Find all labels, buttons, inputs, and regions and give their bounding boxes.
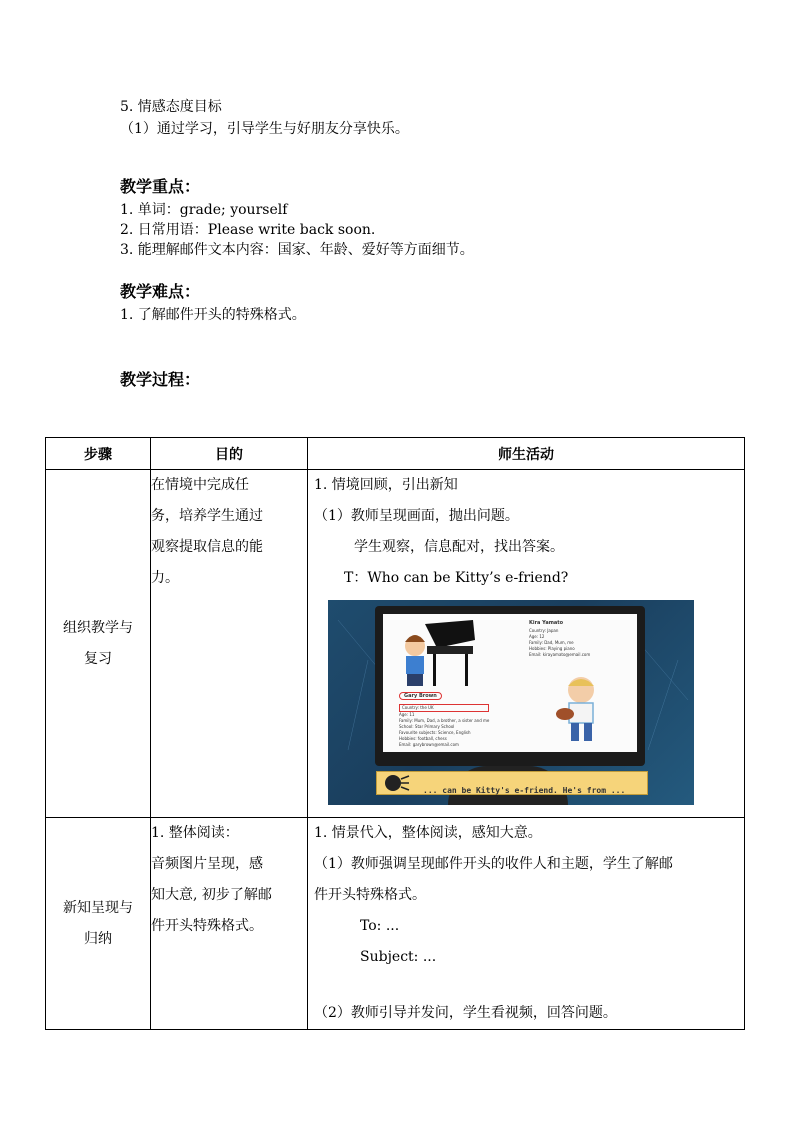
activity-text: To: ...	[360, 918, 400, 934]
step-text: 组织教学与	[63, 619, 133, 636]
step-text: 新知呈现与	[63, 899, 133, 916]
gary-info: Country: the UK Age: 11 Family: Mum, Dad, a brother, a sister and me School: Star Primary School Favourite subjects: Science, English Hobbies: football, chess Email: garybrown@email.com	[399, 705, 490, 747]
activity-cell	[308, 818, 745, 1030]
purpose-text: 务，培养学生通过	[151, 508, 263, 524]
purpose-text: 知大意, 初步了解邮	[151, 887, 272, 903]
banner-text: ... can be Kitty's e-friend. He's from ...	[423, 786, 626, 795]
purpose-text: 力。	[151, 570, 179, 586]
activity-text: T：Who can be Kitty’s e-friend?	[344, 570, 569, 586]
key-point-item: 2. 日常用语：Please write back soon.	[120, 222, 376, 238]
activity-text: 1. 情景代入，整体阅读，感知大意。	[314, 825, 542, 841]
header-step: 步骤	[46, 438, 151, 470]
activity-text: 件开头特殊格式。	[314, 887, 426, 903]
activity-text: （1）教师强调呈现邮件开头的收件人和主题，学生了解邮	[314, 856, 673, 872]
lesson-screenshot	[328, 600, 694, 805]
step-cell	[46, 818, 151, 1030]
activity-text: 1. 情境回顾，引出新知	[314, 477, 458, 493]
key-points	[120, 174, 720, 260]
lesson-screenshot-wrap	[314, 594, 744, 815]
process-table	[45, 437, 745, 1030]
kira-info: Country: Japan Age: 12 Family: Dad, Mum, me Hobbies: Playing piano Email: kirayamato@email.com	[529, 628, 591, 657]
difficulty-item: 1. 了解邮件开头的特殊格式。	[120, 307, 306, 323]
gary-name: Gary Brown	[399, 692, 442, 700]
activity-text: 学生观察，信息配对，找出答案。	[354, 539, 564, 555]
table-row	[46, 470, 745, 818]
rugby-boy-icon	[551, 672, 621, 748]
section5-item: （1）通过学习，引导学生与好朋友分享快乐。	[120, 121, 409, 137]
key-point-item: 3. 能理解邮件文本内容：国家、年龄、爱好等方面细节。	[120, 242, 474, 258]
purpose-text: 观察提取信息的能	[151, 539, 263, 555]
activity-text: Subject: ...	[360, 949, 437, 965]
header-purpose: 目的	[151, 438, 308, 470]
purpose-text: 在情境中完成任	[151, 477, 249, 493]
key-point-item: 1. 单词：grade; yourself	[120, 202, 288, 218]
purpose-text: 件开头特殊格式。	[151, 918, 263, 934]
purpose-cell	[151, 818, 308, 1030]
table-header-row	[46, 438, 745, 470]
difficulties	[120, 279, 720, 325]
speaker-face-icon	[381, 773, 411, 793]
spacer	[314, 973, 744, 998]
monitor	[375, 606, 645, 766]
kira-name: Kira Yamato	[529, 620, 564, 626]
activity-text: （1）教师呈现画面，抛出问题。	[314, 508, 519, 524]
step-text: 复习	[84, 650, 112, 667]
section5-title: 5. 情感态度目标	[120, 99, 222, 115]
key-points-heading: 教学重点：	[120, 177, 201, 196]
header-activity: 师生活动	[308, 438, 745, 470]
activity-cell	[308, 470, 745, 818]
hint-banner	[376, 771, 648, 795]
purpose-text: 音频图片呈现，感	[151, 856, 263, 872]
section5	[120, 96, 720, 140]
process	[120, 367, 720, 393]
purpose-cell	[151, 470, 308, 818]
step-text: 归纳	[84, 930, 112, 947]
table-row	[46, 818, 745, 1030]
step-cell	[46, 470, 151, 818]
monitor-screen	[383, 614, 637, 752]
activity-text: （2）教师引导并发问，学生看视频，回答问题。	[314, 1005, 617, 1021]
process-heading: 教学过程：	[120, 370, 201, 389]
piano-boy-icon	[393, 618, 483, 698]
purpose-text: 1. 整体阅读：	[151, 825, 239, 841]
difficulties-heading: 教学难点：	[120, 282, 201, 301]
